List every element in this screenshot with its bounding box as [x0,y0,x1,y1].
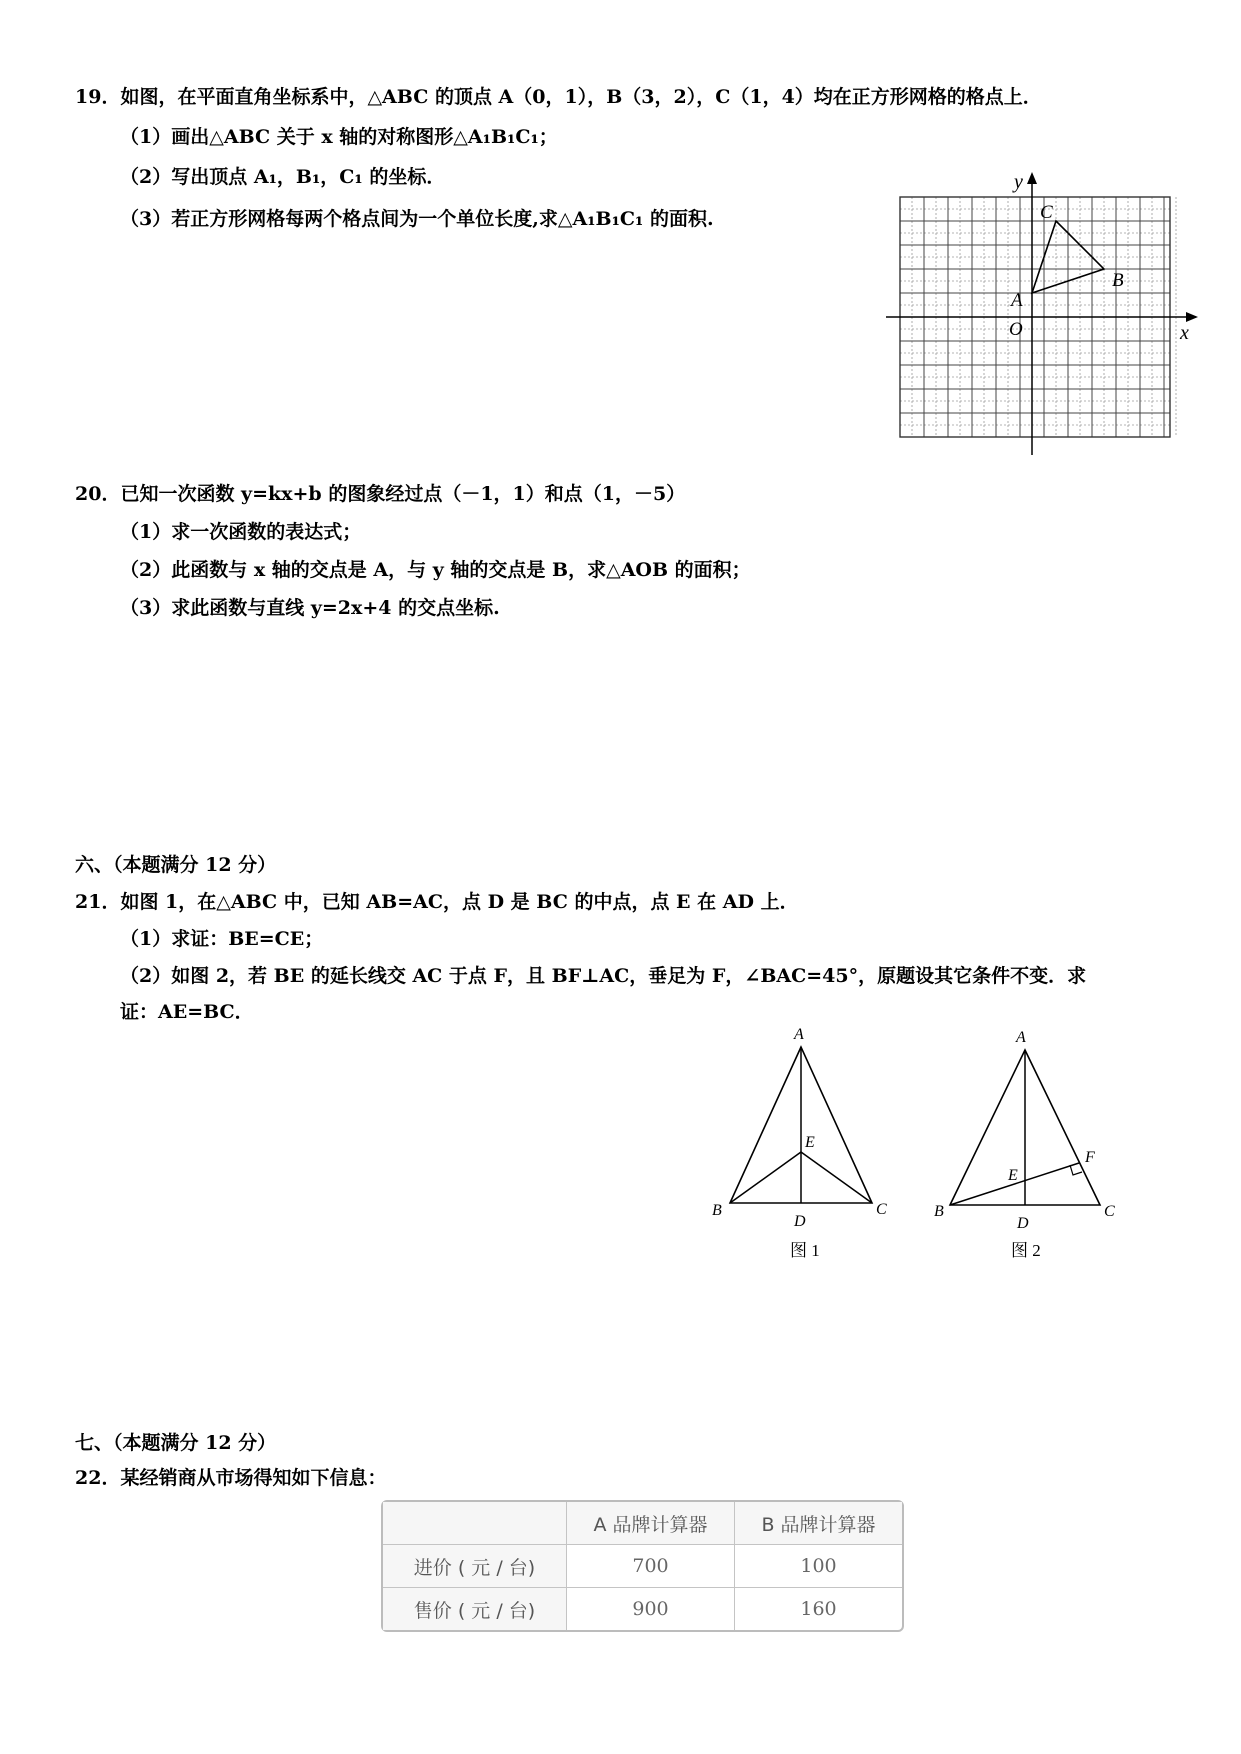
table-header-cell: B 品牌计算器 [735,1502,902,1545]
fig2-label-c: C [1104,1203,1115,1220]
q21-part2-cont: 证：AE=BC． [120,1001,254,1023]
fig1-caption: 图 1 [790,1241,820,1260]
fig1-label-e: E [805,1134,815,1151]
q20-title: 20．已知一次函数 y=kx+b 的图象经过点（－1，1）和点（1，－5） [75,483,686,505]
table-header-row [383,1502,902,1545]
fig2-caption: 图 2 [1011,1241,1041,1260]
point-b-label: B [1112,270,1124,291]
q19-part3: （3）若正方形网格每两个格点间为一个单位长度,求△A₁B₁C₁ 的面积. [120,208,714,230]
q19-title: 19．如图，在平面直角坐标系中，△ABC 的顶点 A（0，1），B（3，2），C（1，4）均在正方形网格的格点上． [75,86,1042,108]
fig2-label-e: E [1008,1167,1018,1184]
x-axis-label: x [1180,322,1189,344]
fig1-label-d: D [794,1213,806,1230]
q21-figure-2 [925,1020,1125,1270]
q21-title: 21．如图 1，在△ABC 中，已知 AB=AC，点 D 是 BC 的中点，点 E 在 AD 上． [75,891,799,913]
table-header-cell [383,1502,567,1545]
table-cell: 160 [800,1598,837,1620]
q21-figure-1 [700,1020,900,1270]
table-cell: 900 [567,1588,735,1630]
calculator-price-table [381,1500,904,1632]
fig2-label-f: F [1085,1149,1095,1166]
q19-coordinate-grid-figure [880,165,1210,461]
fig2-label-b: B [934,1203,944,1220]
fig1-label-b: B [712,1202,722,1219]
table-cell: 100 [735,1545,902,1588]
q19-part2: （2）写出顶点 A₁，B₁，C₁ 的坐标． [120,166,446,188]
table-row [383,1545,902,1588]
table-row [383,1588,902,1630]
q21-part1: （1）求证：BE=CE； [120,928,324,950]
q20-part2: （2）此函数与 x 轴的交点是 A，与 y 轴的交点是 B，求△AOB 的面积； [120,559,751,581]
q20-part1: （1）求一次函数的表达式； [120,521,362,543]
fig2-label-d: D [1017,1215,1029,1232]
q19-part1: （1）画出△ABC 关于 x 轴的对称图形△A₁B₁C₁； [120,126,558,148]
section6-heading: 六、（本题满分 12 分） [75,854,277,876]
fig2-label-a: A [1016,1029,1026,1046]
origin-label: O [1009,319,1023,340]
point-c-label: C [1040,202,1053,223]
fig1-label-a: A [794,1026,804,1043]
point-a-label: A [1011,290,1023,311]
table-cell: 700 [567,1545,735,1588]
section7-heading: 七、（本题满分 12 分） [75,1432,277,1454]
table-cell: 进价 ( 元 / 台) [383,1545,567,1588]
q20-part3: （3）求此函数与直线 y=2x+4 的交点坐标. [120,597,500,619]
table-cell: 售价 ( 元 / 台) [383,1588,567,1630]
table-header-cell: A 品牌计算器 [567,1502,735,1545]
q21-part2: （2）如图 2，若 BE 的延长线交 AC 于点 F，且 BF⊥AC，垂足为 F，∠BAC=45°，原题设其它条件不变．求 [120,965,1087,987]
y-axis-label: y [1014,171,1023,193]
q22-title: 22．某经销商从市场得知如下信息： [75,1467,387,1489]
fig1-label-c: C [876,1201,887,1218]
